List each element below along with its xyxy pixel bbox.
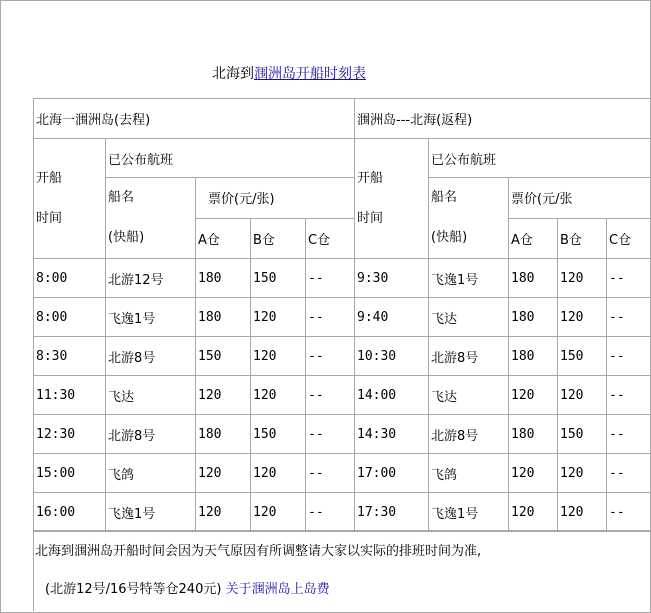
ob-c-cell: -- (306, 415, 355, 454)
ob-b-cell: 120 (251, 337, 306, 376)
table-bottom-line (33, 530, 650, 531)
ob-c-cell: -- (306, 337, 355, 376)
schedule-note: 北海到涠洲岛开船时间会因为天气原因有所调整请大家以实际的排班时间为准, (35, 544, 482, 559)
rt-b-cell: 150 (558, 337, 607, 376)
price-note-text: (北游12号/16号特等仓240元) (45, 582, 222, 597)
table-row (34, 376, 651, 415)
table-row (34, 454, 651, 493)
ob-c-cell: -- (306, 376, 355, 415)
rt-ship-cell: 飞逸1号 (429, 259, 509, 298)
ob-b-cell: 120 (251, 493, 306, 532)
outbound-published: 已公布航班 (106, 139, 355, 178)
rt-ship-cell: 北游8号 (429, 415, 509, 454)
return-header: 涠洲岛---北海(返程) (355, 99, 651, 139)
rt-ship-cell: 飞鸽 (429, 454, 509, 493)
return-time-label-1: 开船 (357, 171, 384, 186)
rt-ship-cell: 飞达 (429, 298, 509, 337)
ob-a-cell: 180 (196, 259, 251, 298)
rt-b-cell: 120 (558, 259, 607, 298)
notes-left-border (33, 530, 34, 611)
ob-c-cell: -- (306, 493, 355, 532)
page-title (212, 63, 366, 83)
ob-ship-cell: 飞达 (106, 376, 196, 415)
title-link[interactable]: 涠洲岛开船时刻表 (254, 66, 366, 82)
return-ship-label-1: 船名 (431, 190, 458, 205)
title-prefix: 北海到 (212, 66, 254, 82)
outbound-time-label-1: 开船 (36, 171, 63, 186)
ob-time-cell: 12:30 (34, 415, 106, 454)
ob-ship-cell: 北游12号 (106, 259, 196, 298)
return-time-label (355, 139, 429, 259)
schedule-rows (34, 259, 651, 532)
ob-ship-cell: 飞鸽 (106, 454, 196, 493)
table-row (34, 493, 651, 532)
rt-c-cell: -- (607, 376, 651, 415)
ob-ship-cell: 飞逸1号 (106, 493, 196, 532)
ob-c-cell: -- (306, 454, 355, 493)
ob-time-cell: 11:30 (34, 376, 106, 415)
return-published: 已公布航班 (429, 139, 651, 178)
return-time-label-2: 时间 (357, 211, 384, 226)
ob-c-cell: -- (306, 259, 355, 298)
rt-time-cell: 9:30 (355, 259, 429, 298)
return-class-c: C仓 (607, 218, 651, 259)
return-ship-label-2: (快船) (431, 230, 468, 245)
rt-ship-cell: 北游8号 (429, 337, 509, 376)
ob-time-cell: 8:30 (34, 337, 106, 376)
ob-time-cell: 8:00 (34, 259, 106, 298)
rt-b-cell: 120 (558, 454, 607, 493)
table-row (34, 337, 651, 376)
ob-ship-cell: 飞逸1号 (106, 298, 196, 337)
rt-time-cell: 17:30 (355, 493, 429, 532)
ob-time-cell: 16:00 (34, 493, 106, 532)
rt-ship-cell: 飞逸1号 (429, 493, 509, 532)
rt-a-cell: 120 (509, 454, 558, 493)
outbound-header: 北海一涠洲岛(去程) (34, 99, 355, 139)
ob-a-cell: 180 (196, 298, 251, 337)
ob-b-cell: 150 (251, 259, 306, 298)
return-ship-label (429, 178, 509, 259)
outbound-ship-label-1: 船名 (108, 190, 135, 205)
rt-c-cell: -- (607, 415, 651, 454)
rt-c-cell: -- (607, 298, 651, 337)
outbound-ship-label (106, 178, 196, 259)
return-price-label: 票价(元/张 (509, 178, 651, 219)
rt-c-cell: -- (607, 493, 651, 532)
rt-a-cell: 180 (509, 298, 558, 337)
outbound-class-b: B仓 (251, 218, 306, 259)
ob-time-cell: 15:00 (34, 454, 106, 493)
ob-c-cell: -- (306, 298, 355, 337)
rt-a-cell: 180 (509, 415, 558, 454)
rt-time-cell: 9:40 (355, 298, 429, 337)
outbound-time-label-2: 时间 (36, 211, 63, 226)
rt-a-cell: 180 (509, 337, 558, 376)
table-row (34, 298, 651, 337)
ob-b-cell: 120 (251, 376, 306, 415)
rt-b-cell: 150 (558, 415, 607, 454)
ob-time-cell: 8:00 (34, 298, 106, 337)
return-class-b: B仓 (558, 218, 607, 259)
island-fee-link[interactable]: 关于涠洲岛上岛费 (225, 582, 330, 597)
rt-c-cell: -- (607, 454, 651, 493)
ob-a-cell: 120 (196, 493, 251, 532)
outbound-price-label: 票价(元/张) (196, 178, 355, 219)
ob-b-cell: 120 (251, 454, 306, 493)
ob-a-cell: 120 (196, 454, 251, 493)
price-note (45, 578, 330, 597)
ob-ship-cell: 北游8号 (106, 415, 196, 454)
rt-a-cell: 180 (509, 259, 558, 298)
rt-a-cell: 120 (509, 376, 558, 415)
ob-b-cell: 120 (251, 298, 306, 337)
ob-a-cell: 150 (196, 337, 251, 376)
return-class-a: A仓 (509, 218, 558, 259)
ob-a-cell: 180 (196, 415, 251, 454)
rt-time-cell: 10:30 (355, 337, 429, 376)
ob-a-cell: 120 (196, 376, 251, 415)
timetable (33, 98, 651, 532)
outbound-ship-label-2: (快船) (108, 230, 145, 245)
rt-time-cell: 14:30 (355, 415, 429, 454)
ob-b-cell: 150 (251, 415, 306, 454)
outbound-time-label (34, 139, 106, 259)
table-row (34, 259, 651, 298)
rt-time-cell: 14:00 (355, 376, 429, 415)
rt-time-cell: 17:00 (355, 454, 429, 493)
outbound-class-c: C仓 (306, 218, 355, 259)
rt-b-cell: 120 (558, 376, 607, 415)
rt-b-cell: 120 (558, 493, 607, 532)
rt-ship-cell: 飞达 (429, 376, 509, 415)
ob-ship-cell: 北游8号 (106, 337, 196, 376)
rt-c-cell: -- (607, 259, 651, 298)
rt-b-cell: 120 (558, 298, 607, 337)
table-row (34, 415, 651, 454)
rt-c-cell: -- (607, 337, 651, 376)
rt-a-cell: 120 (509, 493, 558, 532)
outbound-class-a: A仓 (196, 218, 251, 259)
title-row (1, 1, 649, 98)
